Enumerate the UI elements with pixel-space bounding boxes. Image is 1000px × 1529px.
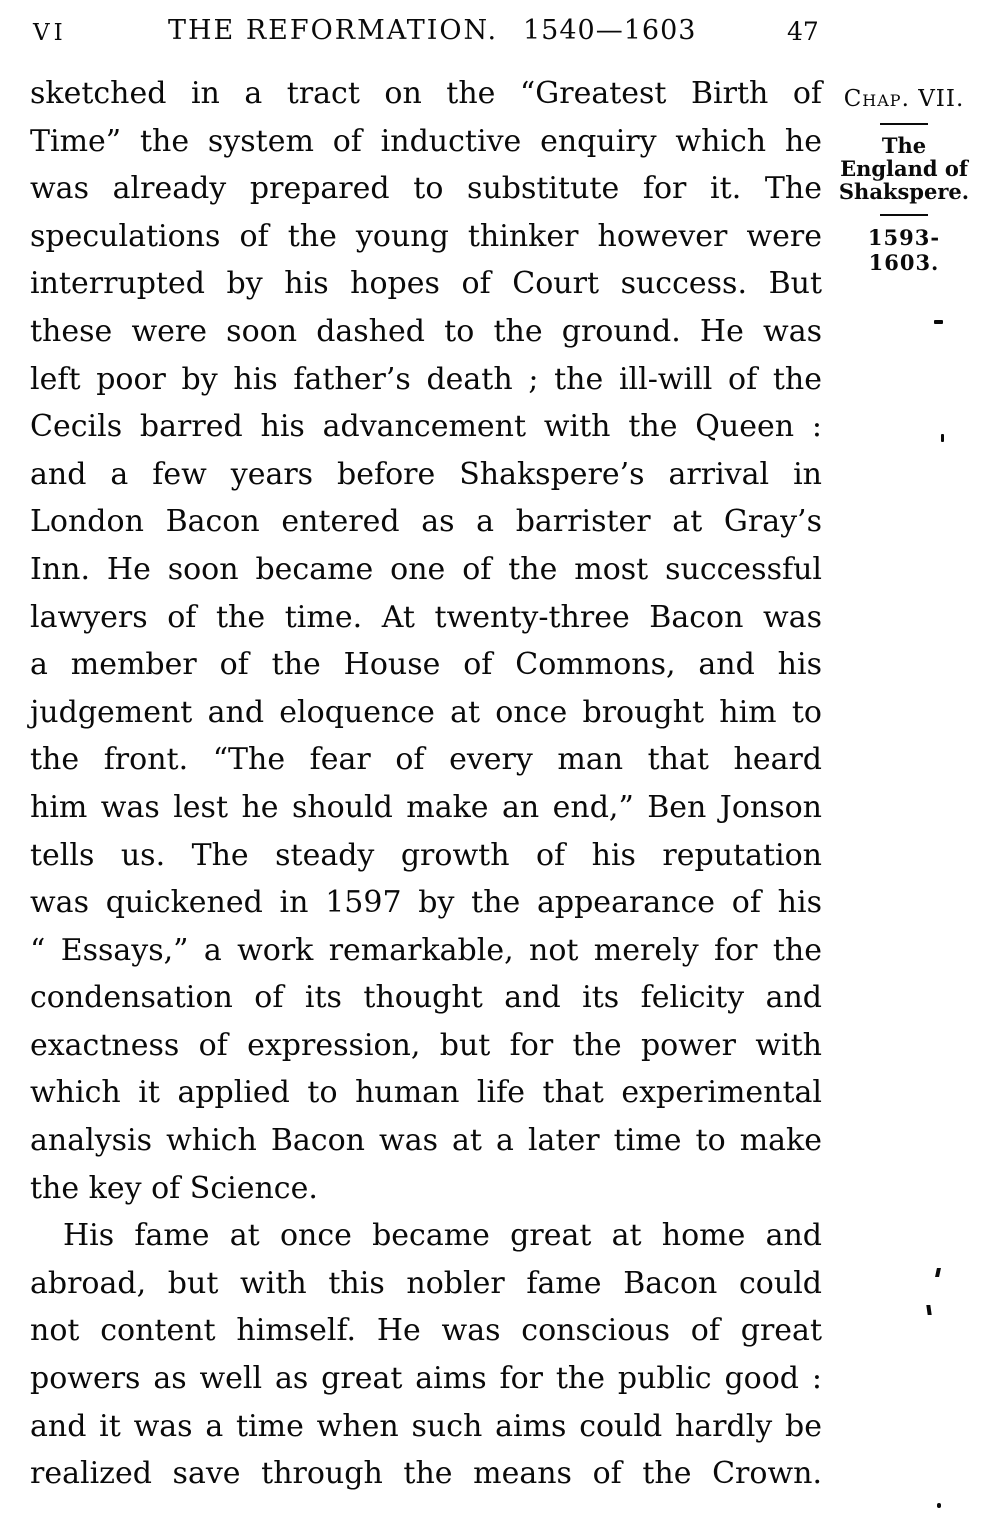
text-line: Time” the system of inductive enquiry which he [30, 123, 822, 159]
text-line: sketched in a tract on the “Greatest Birth of [30, 76, 822, 111]
text-line: left poor by his father’s death ; the ill-will of the [30, 361, 822, 397]
text-line: the key of Science. [30, 1170, 318, 1206]
scan-artifact [937, 1503, 941, 1508]
scan-artifact [935, 1268, 941, 1277]
text-line: these were soon dashed to the ground. He was [30, 313, 822, 349]
text-line: realized save through the means of the Crown. [30, 1456, 822, 1492]
text-line: interrupted by his hopes of Court success. But [30, 266, 822, 302]
body-text-column [30, 70, 822, 1498]
sidenote-dates: 1593-1603. [867, 225, 941, 275]
text-line: abroad, but with this nobler fame Bacon could [30, 1265, 822, 1301]
text-line: a member of the House of Commons, and his [30, 647, 822, 683]
text-line: His fame at once became great at home and [63, 1218, 822, 1254]
text-line: was quickened in 1597 by the appearance of his [30, 885, 822, 921]
text-line: analysis which Bacon was at a later time to make [30, 1123, 822, 1159]
text-line: judgement and eloquence at once brought him to [30, 694, 822, 730]
section-roman-numeral: VI [33, 20, 67, 46]
text-line: condensation of its thought and its felicity and [30, 980, 822, 1016]
page-number: 47 [787, 17, 819, 46]
text-line: and a few years before Shakspere’s arrival in [30, 456, 822, 492]
sidenote-section-title: The England of Shakspere. [838, 133, 970, 204]
text-line: speculations of the young thinker however were [30, 218, 822, 254]
text-line: was already prepared to substitute for it. The [30, 171, 822, 207]
sidenote-divider [880, 214, 928, 216]
text-line: which it applied to human life that experimental [30, 1075, 822, 1111]
running-date-range: 1540—1603 [523, 15, 697, 46]
text-line: Cecils barred his advancement with the Queen : [30, 409, 822, 445]
text-line: lawyers of the time. At twenty-three Bacon was [30, 599, 822, 635]
text-line: and it was a time when such aims could hardly be [30, 1408, 822, 1444]
running-title: THE REFORMATION. [168, 15, 499, 46]
text-line: “ Essays,” a work remarkable, not merely for the [30, 932, 822, 968]
text-line: not content himself. He was conscious of great [30, 1313, 822, 1349]
text-line: tells us. The steady growth of his reputation [30, 837, 822, 873]
scan-artifact [926, 1305, 931, 1315]
text-line: London Bacon entered as a barrister at Gray’s [30, 504, 822, 540]
text-line: powers as well as great aims for the public good : [30, 1361, 822, 1397]
scan-artifact [941, 434, 944, 442]
scan-artifact [934, 320, 943, 324]
text-line: exactness of expression, but for the power with [30, 1027, 822, 1063]
text-line: Inn. He soon became one of the most successful [30, 551, 822, 587]
text-line: the front. “The fear of every man that heard [30, 742, 822, 778]
sidenote-divider [880, 123, 928, 125]
sidenote-chapter: Chap. VII. [843, 86, 965, 112]
text-line: him was lest he should make an end,” Ben Jonson [30, 789, 822, 825]
margin-notes [838, 86, 970, 275]
